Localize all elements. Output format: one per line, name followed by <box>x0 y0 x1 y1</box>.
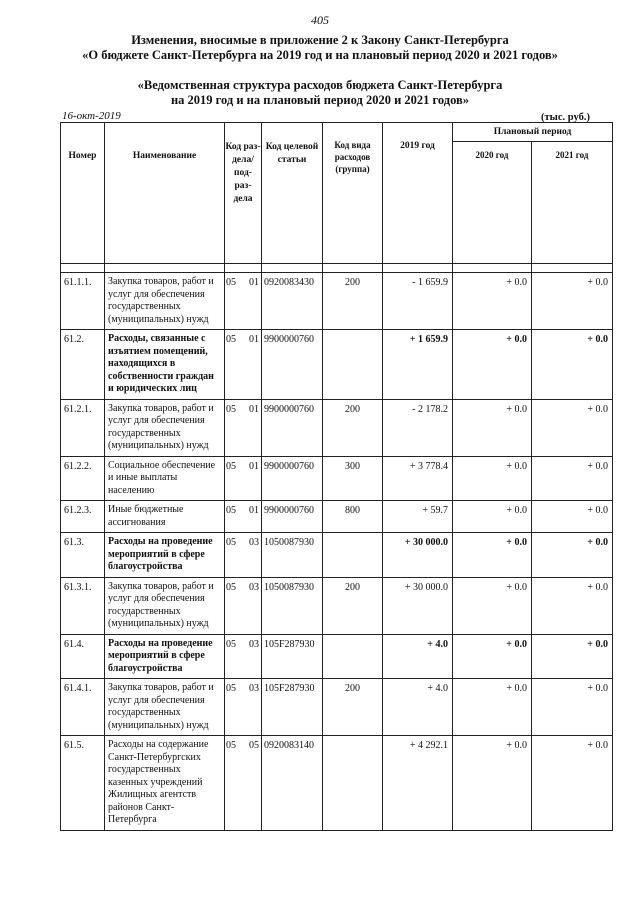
row-2021: + 0.0 <box>532 273 613 330</box>
row-2020: + 0.0 <box>453 456 532 501</box>
row-number: 61.4. <box>61 634 105 679</box>
row-razdel <box>225 273 262 330</box>
row-number: 61.3. <box>61 533 105 578</box>
row-vid <box>323 736 383 831</box>
row-name: Расходы, связанные с изъятием помещений, находящихся в собственности граждан и юридических лиц <box>105 330 225 400</box>
header-2020: 2020 год <box>453 142 532 264</box>
table-row <box>61 273 613 330</box>
header-gap-row <box>61 264 613 273</box>
header-plan: Плановый период <box>453 123 613 142</box>
row-prz: 01 <box>249 460 259 472</box>
row-2020: + 0.0 <box>453 273 532 330</box>
row-razdel <box>225 634 262 679</box>
row-target: 9900000760 <box>262 501 323 533</box>
subtitle-line-1: «Ведомственная структура расходов бюджета Санкт-Петербурга <box>137 78 503 92</box>
row-target: 9900000760 <box>262 330 323 400</box>
row-vid: 200 <box>323 399 383 456</box>
row-rz: 05 <box>226 638 236 650</box>
row-target: 1050087930 <box>262 577 323 634</box>
row-vid: 200 <box>323 679 383 736</box>
row-rz: 05 <box>226 740 236 751</box>
row-prz: 01 <box>249 505 259 516</box>
document-title <box>0 33 640 63</box>
table-row <box>61 736 613 831</box>
row-2020: + 0.0 <box>453 533 532 578</box>
row-rz: 05 <box>226 460 236 472</box>
row-2021: + 0.0 <box>532 501 613 533</box>
row-razdel <box>225 577 262 634</box>
row-name: Расходы на проведение мероприятий в сфере благоустройства <box>105 533 225 578</box>
row-vid: 200 <box>323 577 383 634</box>
row-2020: + 0.0 <box>453 679 532 736</box>
row-name: Иные бюджетные ассигнования <box>105 501 225 533</box>
row-2019: + 4.0 <box>383 634 453 679</box>
subtitle-line-2: на 2019 год и на плановый период 2020 и 2021 годов» <box>170 93 470 107</box>
row-target: 1050087930 <box>262 533 323 578</box>
row-prz: 03 <box>249 537 259 548</box>
table-title <box>0 78 640 108</box>
row-razdel <box>225 501 262 533</box>
row-2021: + 0.0 <box>532 533 613 578</box>
row-name: Закупка товаров, работ и услуг для обеспечения государственных (муниципальных) нужд <box>105 679 225 736</box>
row-rz: 05 <box>226 277 236 288</box>
row-name: Закупка товаров, работ и услуг для обеспечения государственных (муниципальных) нужд <box>105 399 225 456</box>
row-prz: 03 <box>249 581 259 593</box>
row-vid <box>323 634 383 679</box>
units-label: (тыс. руб.) <box>541 112 590 123</box>
row-prz: 03 <box>249 638 259 650</box>
row-rz: 05 <box>226 537 236 548</box>
title-line-1: Изменения, вносимые в приложение 2 к Закону Санкт-Петербурга <box>131 33 509 47</box>
row-2019: + 4 292.1 <box>383 736 453 831</box>
table-row <box>61 399 613 456</box>
row-2021: + 0.0 <box>532 634 613 679</box>
table-row <box>61 456 613 501</box>
row-name: Закупка товаров, работ и услуг для обеспечения государственных (муниципальных) нужд <box>105 577 225 634</box>
row-2019: + 30 000.0 <box>383 577 453 634</box>
header-number: Номер <box>61 123 105 264</box>
row-2020: + 0.0 <box>453 399 532 456</box>
row-number: 61.1.1. <box>61 273 105 330</box>
row-prz: 01 <box>249 277 259 288</box>
row-rz: 05 <box>226 334 236 345</box>
row-name: Расходы на проведение мероприятий в сфере благоустройства <box>105 634 225 679</box>
header-2021: 2021 год <box>532 142 613 264</box>
row-number: 61.5. <box>61 736 105 831</box>
row-prz: 01 <box>249 334 259 345</box>
row-number: 61.3.1. <box>61 577 105 634</box>
row-target: 105F287930 <box>262 679 323 736</box>
row-target: 9900000760 <box>262 399 323 456</box>
table-row <box>61 330 613 400</box>
row-2019: + 4.0 <box>383 679 453 736</box>
row-2021: + 0.0 <box>532 399 613 456</box>
row-2019: + 1 659.9 <box>383 330 453 400</box>
row-vid <box>323 533 383 578</box>
table-row <box>61 577 613 634</box>
row-target: 0920083140 <box>262 736 323 831</box>
row-rz: 05 <box>226 683 236 694</box>
table-row <box>61 634 613 679</box>
row-number: 61.2.3. <box>61 501 105 533</box>
row-2021: + 0.0 <box>532 330 613 400</box>
row-2020: + 0.0 <box>453 330 532 400</box>
row-target: 0920083430 <box>262 273 323 330</box>
row-rz: 05 <box>226 403 236 415</box>
row-vid <box>323 330 383 400</box>
table-row <box>61 501 613 533</box>
page-number: 405 <box>311 13 329 27</box>
row-target: 9900000760 <box>262 456 323 501</box>
row-razdel <box>225 533 262 578</box>
row-2021: + 0.0 <box>532 577 613 634</box>
row-vid: 200 <box>323 273 383 330</box>
header-vid: Код вида расходов (группа) <box>323 123 383 264</box>
row-razdel <box>225 456 262 501</box>
row-2020: + 0.0 <box>453 501 532 533</box>
row-2020: + 0.0 <box>453 577 532 634</box>
row-rz: 05 <box>226 505 236 516</box>
row-number: 61.2.1. <box>61 399 105 456</box>
row-number: 61.2. <box>61 330 105 400</box>
header-target: Код целевой статьи <box>262 123 323 264</box>
row-prz: 01 <box>249 403 259 415</box>
row-name: Закупка товаров, работ и услуг для обеспечения государственных (муниципальных) нужд <box>105 273 225 330</box>
row-prz: 03 <box>249 683 259 694</box>
document-date: 16-окт-2019 <box>62 110 121 122</box>
row-razdel <box>225 399 262 456</box>
row-prz: 05 <box>249 740 259 751</box>
row-razdel <box>225 330 262 400</box>
row-name: Социальное обеспечение и иные выплаты населению <box>105 456 225 501</box>
row-razdel <box>225 679 262 736</box>
row-2019: - 1 659.9 <box>383 273 453 330</box>
row-2019: - 2 178.2 <box>383 399 453 456</box>
row-2020: + 0.0 <box>453 736 532 831</box>
title-line-2: «О бюджете Санкт-Петербурга на 2019 год и на плановый период 2020 и 2021 годов» <box>82 48 558 62</box>
row-rz: 05 <box>226 581 236 593</box>
row-number: 61.2.2. <box>61 456 105 501</box>
table-row <box>61 679 613 736</box>
row-vid: 300 <box>323 456 383 501</box>
header-name: Наименование <box>105 123 225 264</box>
budget-table <box>60 122 613 831</box>
row-razdel <box>225 736 262 831</box>
row-2020: + 0.0 <box>453 634 532 679</box>
row-name: Расходы на содержание Санкт-Петербургских государственных казенных учреждений Жилищных агентств районов Санкт-Петербурга <box>105 736 225 831</box>
row-2019: + 30 000.0 <box>383 533 453 578</box>
table-row <box>61 533 613 578</box>
row-2019: + 3 778.4 <box>383 456 453 501</box>
row-number: 61.4.1. <box>61 679 105 736</box>
row-2021: + 0.0 <box>532 679 613 736</box>
row-2021: + 0.0 <box>532 456 613 501</box>
header-2019: 2019 год <box>383 123 453 264</box>
header-razdel: Код раз- дела/ под- раз- дела <box>225 123 262 264</box>
row-2019: + 59.7 <box>383 501 453 533</box>
row-2021: + 0.0 <box>532 736 613 831</box>
row-vid: 800 <box>323 501 383 533</box>
row-target: 105F287930 <box>262 634 323 679</box>
